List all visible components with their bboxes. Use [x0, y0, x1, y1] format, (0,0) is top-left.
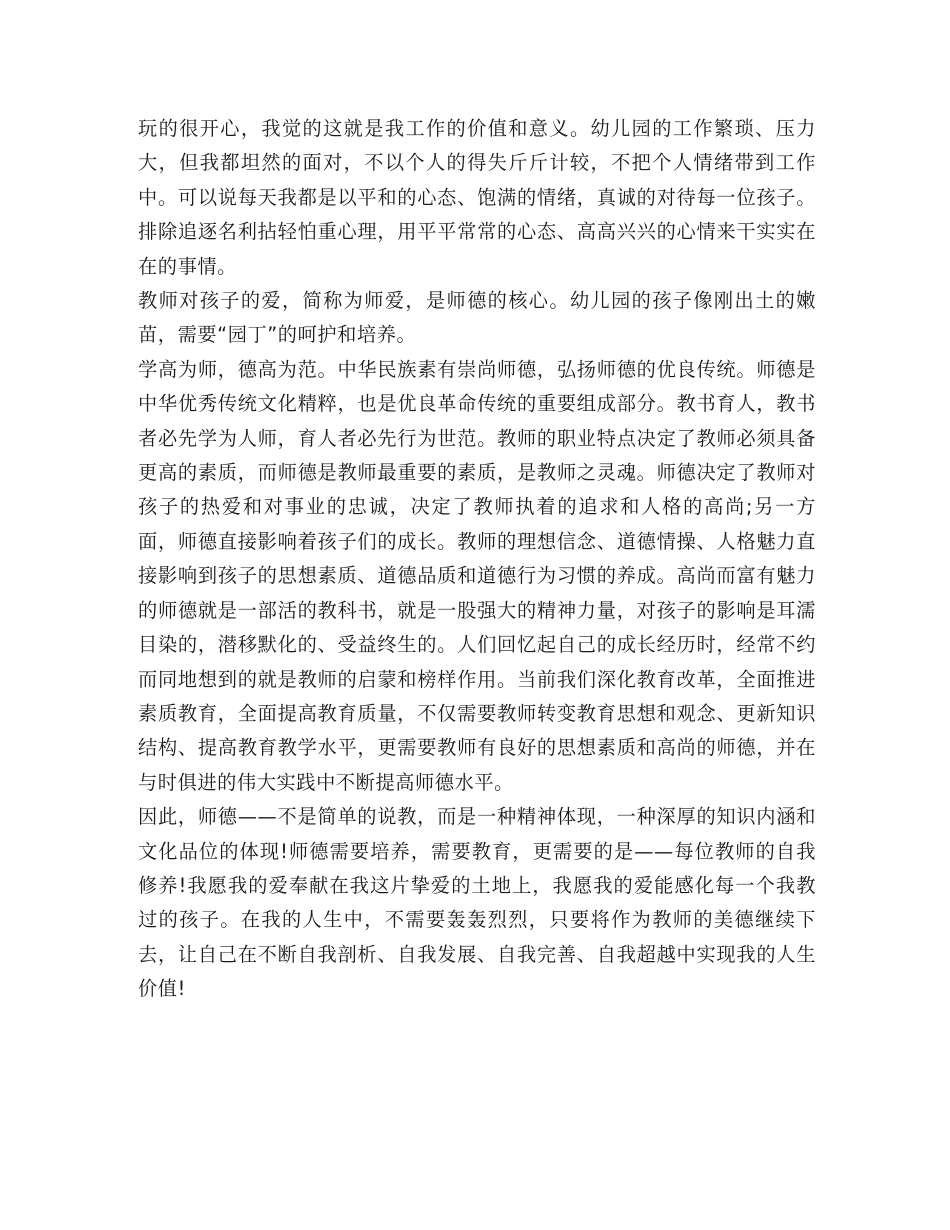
paragraph-1: 玩的很开心，我觉的这就是我工作的价值和意义。幼儿园的工作繁琐、压力大，但我都坦然的面对，不以个人的得失斤斤计较，不把个人情绪带到工作中。可以说每天我都是以平和的心态、饱满的情绪，真诚的对待每一位孩子。排除追逐名利拈轻怕重心理，用平平常常的心态、高高兴兴的心情来干实实在在的事情。: [138, 117, 816, 278]
paragraph-2: 教师对孩子的爱，简称为师爱，是师德的核心。幼儿园的孩子像刚出土的嫩苗，需要“园丁”的呵护和培养。: [138, 289, 816, 347]
document-body: [138, 112, 816, 1007]
paragraph-4: 因此，师德——不是简单的说教，而是一种精神体现，一种深厚的知识内涵和文化品位的体现!师德需要培养，需要教育，更需要的是——每位教师的自我修养!我愿我的爱奉献在我这片挚爱的土地上，我愿我的爱能感化每一个我教过的孩子。在我的人生中，不需要轰轰烈烈，只要将作为教师的美德继续下去，让自己在不断自我剖析、自我发展、自我完善、自我超越中实现我的人生价值!: [138, 805, 816, 1001]
paragraph-3: 学高为师，德高为范。中华民族素有崇尚师德，弘扬师德的优良传统。师德是中华优秀传统文化精粹，也是优良革命传统的重要组成部分。教书育人，教书者必先学为人师，育人者必先行为世范。教师的职业特点决定了教师必须具备更高的素质，而师德是教师最重要的素质，是教师之灵魂。师德决定了教师对孩子的热爱和对事业的忠诚，决定了教师执着的追求和人格的高尚;另一方面，师德直接影响着孩子们的成长。教师的理想信念、道德情操、人格魅力直接影响到孩子的思想素质、道德品质和道德行为习惯的养成。高尚而富有魅力的师德就是一部活的教科书，就是一股强大的精神力量，对孩子的影响是耳濡目染的，潜移默化的、受益终生的。人们回忆起自己的成长经历时，经常不约而同地想到的就是教师的启蒙和榜样作用。当前我们深化教育改革，全面推进素质教育，全面提高教育质量，不仅需要教师转变教育思想和观念、更新知识结构、提高教育教学水平，更需要教师有良好的思想素质和高尚的师德，并在与时俱进的伟大实践中不断提高师德水平。: [138, 357, 816, 794]
